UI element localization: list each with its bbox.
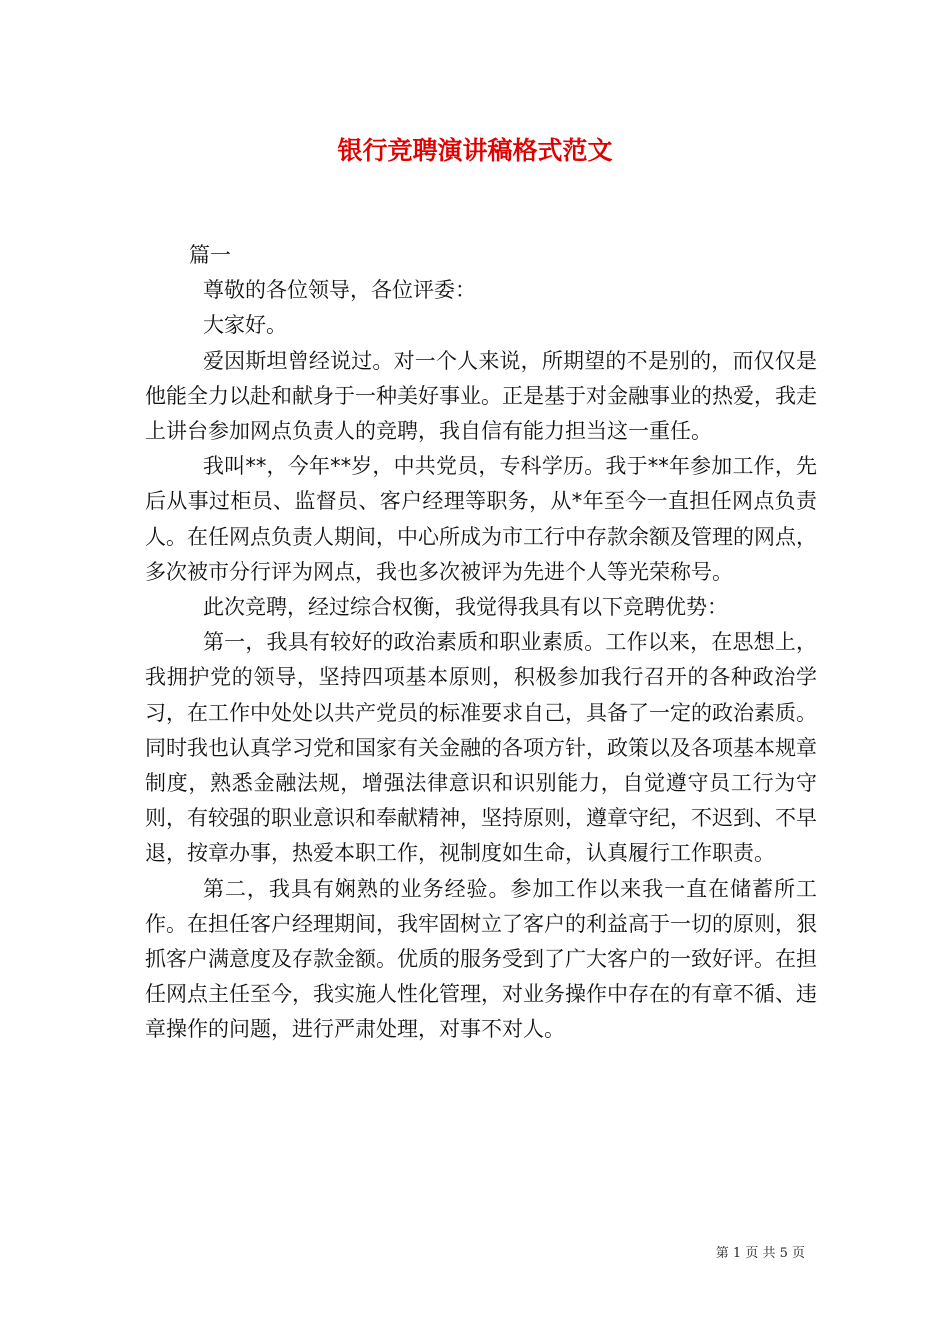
document-body (145, 238, 817, 1048)
paragraph-introduction: 我叫**，今年**岁，中共党员，专科学历。我于**年参加工作，先后从事过柜员、监督员、客户经理等职务，从*年至今一直担任网点负责人。在任网点负责人期间，中心所成为市工行中存款余额及管理的网点，多次被市分行评为网点，我也多次被评为先进个人等光荣称号。 (145, 454, 817, 584)
paragraph-advantages-intro: 此次竞聘，经过综合权衡，我觉得我具有以下竞聘优势： (203, 595, 728, 620)
section-label: 篇一 (189, 243, 231, 267)
paragraph-advantage-two: 第二，我具有娴熟的业务经验。参加工作以来我一直在储蓄所工作。在担任客户经理期间，我牢固树立了客户的利益高于一切的原则，狠抓客户满意度及存款金额。优质的服务受到了广大客户的一致好评。在担任网点主任至今，我实施人性化管理，对业务操作中存在的有章不循、违章操作的问题，进行严肃处理，对事不对人。 (145, 876, 817, 1042)
paragraph-advantage-one: 第一，我具有较好的政治素质和职业素质。工作以来，在思想上，我拥护党的领导，坚持四项基本原则，积极参加我行召开的各种政治学习，在工作中处处以共产党员的标准要求自己，具备了一定的政治素质。同时我也认真学习党和国家有关金融的各项方针，政策以及各项基本规章制度，熟悉金融法规，增强法律意识和识别能力，自觉遵守员工行为守则，有较强的职业意识和奉献精神，坚持原则，遵章守纪，不迟到、不早退，按章办事，热爱本职工作，视制度如生命，认真履行工作职责。 (145, 630, 817, 866)
paragraph-greeting: 尊敬的各位领导，各位评委： (203, 278, 476, 303)
paragraph-einstein: 爱因斯坦曾经说过。对一个人来说，所期望的不是别的，而仅仅是他能全力以赴和献身于一种美好事业。正是基于对金融事业的热爱，我走上讲台参加网点负责人的竞聘，我自信有能力担当这一重任。 (145, 348, 817, 444)
document-title: 银行竞聘演讲稿格式范文 (337, 136, 613, 165)
paragraph-hello: 大家好。 (203, 313, 287, 338)
page-indicator: 第 1 页 共 5 页 (715, 1246, 805, 1261)
